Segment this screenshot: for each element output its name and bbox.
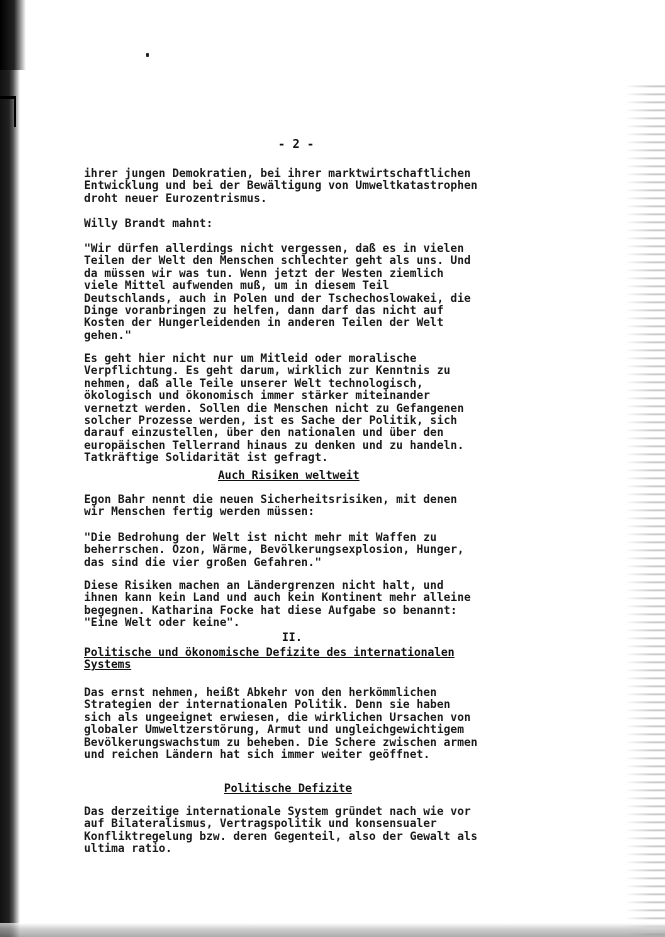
quote-bahr: "Die Bedrohung der Welt ist nicht mehr mit Waffen zu beherrschen. Ozon, Wärme, Bevölkerungsexplosion, Hunger, das sind die vier großen Gefahren." (84, 531, 464, 569)
heading-line-2: Systems (84, 658, 132, 672)
scan-mark (0, 96, 16, 127)
paragraph-7: Das derzeitige internationale System gründet nach wie vor auf Bilateralismus, Vertragspolitik und konsensualer Konfliktregelung bzw. deren Gegenteil, also der Gewalt als ultima ratio. (84, 805, 478, 856)
paragraph-6: Das ernst nehmen, heißt Abkehr von den herkömmlichen Strategien der internationalen Politik. Denn sie haben sich als ungeeignet erwiesen, die wirklichen Ursachen von globaler Umweltzerstörung, Armut und ungleichgewichtigem Bevölkerungswachstum zu beheben. Die Schere zwischen armen und reichen Ländern hat sich immer weiter geöffnet. (84, 686, 478, 762)
quote-brandt: "Wir dürfen allerdings nicht vergessen, daß es in vielen Teilen der Welt den Menschen schlechter geht als uns. Und da müssen wir was tun. Wenn jetzt der Westen ziemlich viele Mittel aufwenden muß, um in diesem Teil Deutschlands, auch in Polen und der Tschechoslowakei, die Dinge voranbringen zu helfen, dann darf das nicht auf Kosten der Hungerleidenden in anderen Teilen der Welt gehen." (84, 242, 471, 342)
section-number: II. (282, 631, 303, 644)
scan-edge-right (625, 80, 665, 937)
heading-defizite-international (84, 647, 454, 672)
scan-edge-bottom (0, 923, 665, 937)
paragraph-4: Egon Bahr nennt die neuen Sicherheitsrisiken, mit denen wir Menschen fertig werden müssen: (84, 493, 458, 519)
heading-risiken: Auch Risiken weltweit (218, 469, 360, 482)
scan-edge-left (0, 0, 20, 937)
paragraph-3: Es geht hier nicht nur um Mitleid oder moralische Verpflichtung. Es geht darum, wirklich zur Kenntnis zu nehmen, daß alle Teile unserer Welt technologisch, ökologisch und ökonomisch immer stärker miteinander vernetzt werden. Sollen die Menschen nicht zu Gefangenen solcher Prozesse werden, ist es Sache der Politik, sich darauf einzustellen, über den nationalen und über den europäischen Tellerrand hinaus zu denken und zu handeln. Tatkräftige Solidarität ist gefragt. (84, 352, 464, 465)
scan-edge-corner (0, 0, 26, 70)
paragraph-5: Diese Risiken machen an Ländergrenzen nicht halt, und ihnen kann kein Land und auch kein Kontinent mehr alleine begegnen. Katharina Focke hat diese Aufgabe so benannt: "Eine Welt oder keine". (84, 579, 471, 630)
heading-politische-defizite: Politische Defizite (224, 782, 352, 795)
paragraph-1: ihrer jungen Demokratien, bei ihrer marktwirtschaftlichen Entwicklung und bei der Bewältigung von Umweltkatastrophen droht neuer Eurozentrismus. (84, 167, 478, 205)
paragraph-2: Willy Brandt mahnt: (84, 217, 213, 230)
page-number: - 2 - (278, 137, 315, 151)
heading-line-1: Politische und ökonomische Defizite des internationalen (84, 646, 455, 659)
scan-speck (146, 53, 149, 57)
